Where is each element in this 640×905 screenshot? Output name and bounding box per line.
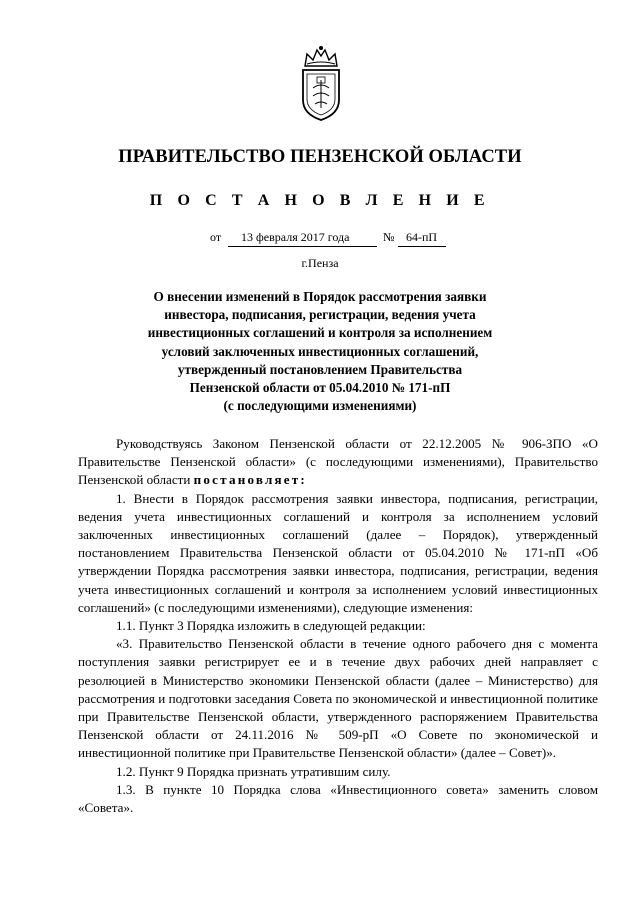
document-date: 13 февраля 2017 года [241, 230, 350, 244]
document-body [78, 435, 598, 817]
paragraph-1-2: 1.2. Пункт 9 Порядка признать утратившим силу. [116, 763, 391, 779]
paragraph-1-1: 1.1. Пункт 3 Порядка изложить в следующей редакции: [116, 618, 426, 634]
paragraph-1-1-quote: «3. Правительство Пензенской области в течение одного рабочего дня с момента поступления заявки регистрирует ее и в течение двух рабочих дней направляет с резолюцией в Министерство экономики Пензенской области (далее – Министерство) для рассмотрения и подготовки заседания Совета по экономической и инвестиционной политике при Правительстве Пензенской области, утвержденного распоряжением Правительства Пензенской области от 24.11.2016 № 509-рП «О Совете по экономической и инвестиционной политике при Правительстве Пензенской области» (далее – Совет)». [78, 636, 598, 761]
number-sign: № [383, 230, 395, 244]
preamble-text: Руководствуясь Законом Пензенской области от 22.12.2005 № 906-ЗПО «О Правительстве Пензенской области» (с последующими изменениями), Правительство Пензенской области [78, 436, 598, 488]
title-line: условий заключенных инвестиционных соглашений, [161, 343, 479, 359]
number-underline [398, 246, 446, 247]
title-line: О внесении изменений в Порядок рассмотрения заявки [153, 289, 487, 304]
document-title [0, 288, 640, 415]
coat-of-arms-icon [297, 44, 345, 122]
document-number: 64-пП [406, 230, 438, 244]
paragraph-1-3: 1.3. В пункте 10 Порядка слова «Инвестиционного совета» заменить словом «Совета». [78, 781, 598, 816]
title-line: инвестора, подписания, регистрации, ведения учета [164, 307, 476, 323]
date-underline [228, 246, 377, 247]
title-line: (с последующими изменениями) [223, 398, 417, 414]
title-line: Пензенской области от 05.04.2010 № 171-пП [189, 380, 451, 396]
resolves-word: постановляет: [193, 472, 307, 488]
preamble-paragraph [78, 435, 598, 490]
city: г.Пенза [301, 256, 339, 270]
document-type: П О С Т А Н О В Л Е Н И Е [149, 192, 491, 209]
title-line: утвержденный постановлением Правительства [177, 361, 463, 377]
organization-name: ПРАВИТЕЛЬСТВО ПЕНЗЕНСКОЙ ОБЛАСТИ [118, 147, 522, 167]
paragraph-1: 1. Внести в Порядок рассмотрения заявки инвестора, подписания, регистрации, ведения учета инвестиционных соглашений и контроля за исполнением условий заключенных инвестиционных соглашений (далее – Порядок), утвержденный постановлением Правительства Пензенской области от 05.04.2010 № 171-пП «Об утверждении Порядка рассмотрения заявки инвестора, подписания, регистрации, ведения учета инвестиционных соглашений и контроля за исполнением условий инвестиционных соглашений» (с последующими изменениями), следующие изменения: [78, 490, 598, 615]
date-prefix: от [210, 230, 222, 244]
title-line: инвестиционных соглашений и контроля за исполнением [147, 325, 493, 341]
